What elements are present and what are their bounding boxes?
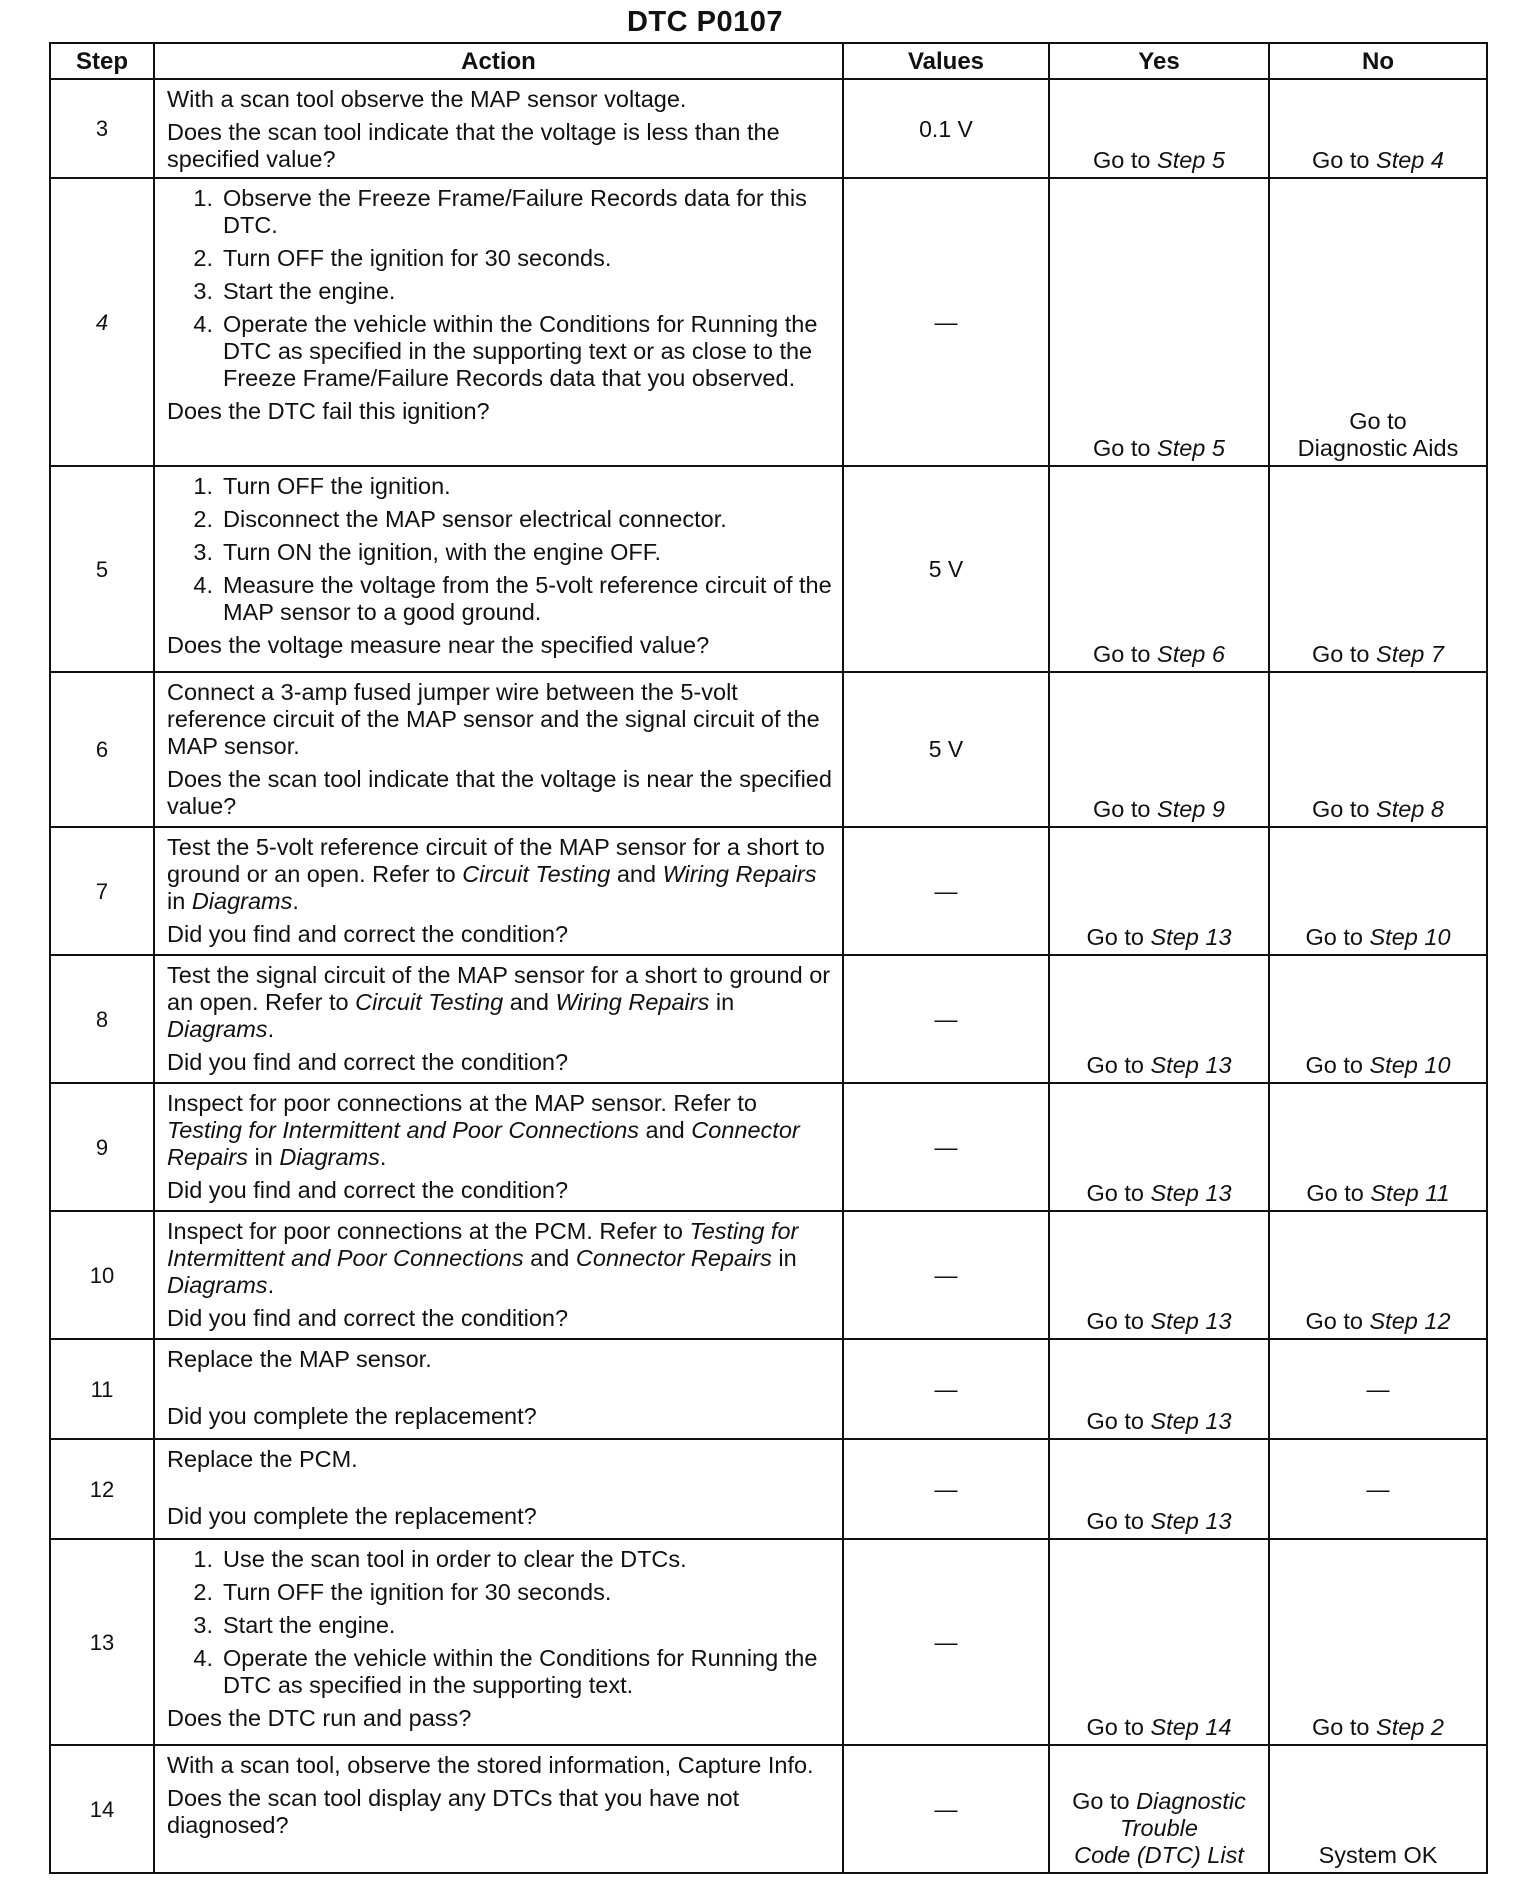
action-steps	[167, 185, 834, 392]
action-cell	[154, 1083, 843, 1211]
action-text: Replace the PCM.	[167, 1446, 358, 1472]
reference-link: Diagrams	[191, 888, 293, 914]
table-row	[50, 1439, 1487, 1539]
list-item: 3. Start the engine.	[193, 278, 396, 304]
action-steps	[167, 473, 834, 626]
header-action: Action	[154, 43, 843, 79]
step-link: Step 13	[1150, 1408, 1232, 1434]
step-link: Step 13	[1150, 1180, 1232, 1206]
action-cell	[154, 672, 843, 827]
step-link: Step 8	[1376, 796, 1444, 822]
step-number: 12	[50, 1439, 154, 1539]
diagnostic-table	[49, 42, 1488, 1874]
action-question: Did you find and correct the condition?	[167, 921, 569, 947]
action-question: Does the DTC fail this ignition?	[167, 398, 490, 424]
no-cell: Go to Step 7	[1269, 466, 1487, 672]
values-cell: —	[843, 1211, 1049, 1339]
no-cell: Go to Step 8	[1269, 672, 1487, 827]
action-text: Inspect for poor connections at the PCM. Refer to Testing for Intermittent and Poor Connections and Connector Repairs in Diagrams.	[167, 1218, 799, 1298]
action-question: Did you find and correct the condition?	[167, 1177, 569, 1203]
step-link: Step 2	[1376, 1714, 1444, 1740]
table-row	[50, 1539, 1487, 1745]
step-link: Step 5	[1157, 435, 1225, 461]
reference-link: Wiring Repairs	[662, 861, 817, 887]
step-link: Step 14	[1150, 1714, 1232, 1740]
list-item: 4. Operate the vehicle within the Conditions for Running the DTC as specified in the supporting text.	[193, 1645, 818, 1698]
action-steps	[167, 1546, 834, 1699]
document-title: DTC P0107	[626, 6, 783, 38]
action-question: Does the DTC run and pass?	[167, 1705, 472, 1731]
step-link: Step 13	[1150, 1508, 1232, 1534]
action-cell	[154, 955, 843, 1083]
values-cell: —	[843, 1083, 1049, 1211]
step-number: 3	[50, 79, 154, 178]
values-cell: 5 V	[843, 672, 1049, 827]
step-number: 13	[50, 1539, 154, 1745]
step-link: Step 10	[1369, 1052, 1451, 1078]
values-cell: 0.1 V	[843, 79, 1049, 178]
action-cell	[154, 1539, 843, 1745]
list-item: 2. Disconnect the MAP sensor electrical connector.	[193, 506, 727, 532]
action-question: Does the scan tool display any DTCs that you have not diagnosed?	[167, 1785, 740, 1838]
step-link: Step 13	[1150, 1052, 1232, 1078]
step-number: 6	[50, 672, 154, 827]
action-cell	[154, 466, 843, 672]
action-question: Did you complete the replacement?	[167, 1403, 537, 1429]
values-cell: —	[843, 827, 1049, 955]
yes-cell: Go to Step 13	[1049, 1083, 1269, 1211]
table-row	[50, 827, 1487, 955]
step-link: Diagnostic	[1136, 1788, 1246, 1814]
list-item: 4. Measure the voltage from the 5-volt reference circuit of the MAP sensor to a good ground.	[193, 572, 832, 625]
list-item: 1. Use the scan tool in order to clear the DTCs.	[193, 1546, 687, 1572]
no-cell: Go to Step 4	[1269, 79, 1487, 178]
no-cell: —	[1269, 1339, 1487, 1439]
step-link: Step 13	[1150, 924, 1232, 950]
yes-cell: Go to Step 13	[1049, 827, 1269, 955]
action-question: Did you find and correct the condition?	[167, 1305, 569, 1331]
action-cell	[154, 827, 843, 955]
no-cell: Go to Step 11	[1269, 1083, 1487, 1211]
yes-cell: Go to Step 13	[1049, 955, 1269, 1083]
action-question: Does the voltage measure near the specified value?	[167, 632, 710, 658]
no-cell: Go to Step 10	[1269, 955, 1487, 1083]
step-number: 11	[50, 1339, 154, 1439]
action-cell	[154, 1339, 843, 1439]
action-question: Does the scan tool indicate that the voltage is less than the specified value?	[167, 119, 780, 172]
action-question: Did you find and correct the condition?	[167, 1049, 569, 1075]
reference-link: Wiring Repairs	[555, 989, 710, 1015]
reference-link: Connector Repairs	[575, 1245, 772, 1271]
step-link: Step 5	[1157, 147, 1225, 173]
reference-link: Connector Repairs	[167, 1117, 800, 1170]
step-link: Step 13	[1150, 1308, 1232, 1334]
step-link: Step 7	[1376, 641, 1444, 667]
table-row	[50, 1339, 1487, 1439]
reference-link: Diagrams	[279, 1144, 380, 1170]
action-text: Test the signal circuit of the MAP sensor for a short to ground or an open. Refer to Circuit Testing and Wiring Repairs in Diagrams.	[167, 962, 831, 1042]
header-values: Values	[843, 43, 1049, 79]
reference-link: Circuit Testing	[355, 989, 504, 1015]
step-number: 4	[50, 178, 154, 466]
yes-cell: Go to Step 13	[1049, 1211, 1269, 1339]
step-number: 5	[50, 466, 154, 672]
header-step: Step	[50, 43, 154, 79]
yes-cell: Go to Step 9	[1049, 672, 1269, 827]
no-cell: System OK	[1269, 1745, 1487, 1873]
action-text: Replace the MAP sensor.	[167, 1346, 432, 1372]
table-row	[50, 1211, 1487, 1339]
header-no: No	[1269, 43, 1487, 79]
values-cell: —	[843, 178, 1049, 466]
reference-link: Diagrams	[167, 1016, 268, 1042]
action-text: Test the 5-volt reference circuit of the MAP sensor for a short to ground or an open. Refer to Circuit Testing and Wiring Repairs in Diagrams.	[167, 834, 825, 914]
step-number: 7	[50, 827, 154, 955]
yes-cell: Go to Step 14	[1049, 1539, 1269, 1745]
no-cell: Go to Diagnostic Aids	[1269, 178, 1487, 466]
reference-link: Circuit Testing	[462, 861, 611, 887]
list-item: 3. Start the engine.	[193, 1612, 396, 1638]
no-cell: —	[1269, 1439, 1487, 1539]
list-item: 3. Turn ON the ignition, with the engine OFF.	[193, 539, 662, 565]
yes-cell: Go to Diagnostic Trouble Code (DTC) List	[1049, 1745, 1269, 1873]
step-link: Step 12	[1369, 1308, 1451, 1334]
yes-cell: Go to Step 6	[1049, 466, 1269, 672]
action-cell	[154, 1439, 843, 1539]
step-link: Step 11	[1370, 1180, 1450, 1206]
table-row	[50, 672, 1487, 827]
action-question: Does the scan tool indicate that the voltage is near the specified value?	[167, 766, 832, 819]
values-cell: 5 V	[843, 466, 1049, 672]
yes-cell: Go to Step 5	[1049, 79, 1269, 178]
action-cell	[154, 1745, 843, 1873]
action-text: With a scan tool observe the MAP sensor voltage.	[167, 86, 687, 112]
step-number: 10	[50, 1211, 154, 1339]
list-item: 2. Turn OFF the ignition for 30 seconds.	[193, 1579, 612, 1605]
list-item: 1. Observe the Freeze Frame/Failure Records data for this DTC.	[193, 185, 807, 238]
action-text: Inspect for poor connections at the MAP sensor. Refer to Testing for Intermittent and Poor Connections and Connector Repairs in Diagrams.	[167, 1090, 800, 1170]
list-item: 2. Turn OFF the ignition for 30 seconds.	[193, 245, 612, 271]
values-cell: —	[843, 1745, 1049, 1873]
action-cell	[154, 79, 843, 178]
table-row	[50, 178, 1487, 466]
reference-link: Testing for Intermittent and Poor Connections	[167, 1117, 640, 1143]
header-row	[50, 43, 1487, 79]
values-cell: —	[843, 1439, 1049, 1539]
table-row	[50, 1745, 1487, 1873]
values-cell: —	[843, 955, 1049, 1083]
step-link: Step 6	[1157, 641, 1225, 667]
table-row	[50, 1083, 1487, 1211]
step-number: 14	[50, 1745, 154, 1873]
step-number: 9	[50, 1083, 154, 1211]
no-cell: Go to Step 2	[1269, 1539, 1487, 1745]
step-link: Step 10	[1369, 924, 1451, 950]
step-link: Step 4	[1376, 147, 1444, 173]
no-cell: Go to Step 10	[1269, 827, 1487, 955]
action-text: Connect a 3-amp fused jumper wire between the 5-volt reference circuit of the MAP sensor and the signal circuit of the MAP sensor.	[167, 679, 820, 759]
table-row	[50, 79, 1487, 178]
reference-link: Diagrams	[167, 1272, 268, 1298]
table-row	[50, 466, 1487, 672]
yes-cell: Go to Step 5	[1049, 178, 1269, 466]
action-text: With a scan tool, observe the stored information, Capture Info.	[167, 1752, 814, 1778]
action-cell	[154, 1211, 843, 1339]
values-cell: —	[843, 1339, 1049, 1439]
table-row	[50, 955, 1487, 1083]
action-cell	[154, 178, 843, 466]
reference-link: Testing for Intermittent and Poor Connections	[167, 1218, 799, 1271]
list-item: 1. Turn OFF the ignition.	[193, 473, 451, 499]
yes-cell: Go to Step 13	[1049, 1339, 1269, 1439]
list-item: 4. Operate the vehicle within the Conditions for Running the DTC as specified in the supporting text or as close to the Freeze Frame/Failure Records data that you observed.	[193, 311, 818, 391]
step-number: 8	[50, 955, 154, 1083]
no-cell: Go to Step 12	[1269, 1211, 1487, 1339]
yes-cell: Go to Step 13	[1049, 1439, 1269, 1539]
values-cell: —	[843, 1539, 1049, 1745]
action-question: Did you complete the replacement?	[167, 1503, 537, 1529]
header-yes: Yes	[1049, 43, 1269, 79]
step-link: Step 9	[1157, 796, 1225, 822]
